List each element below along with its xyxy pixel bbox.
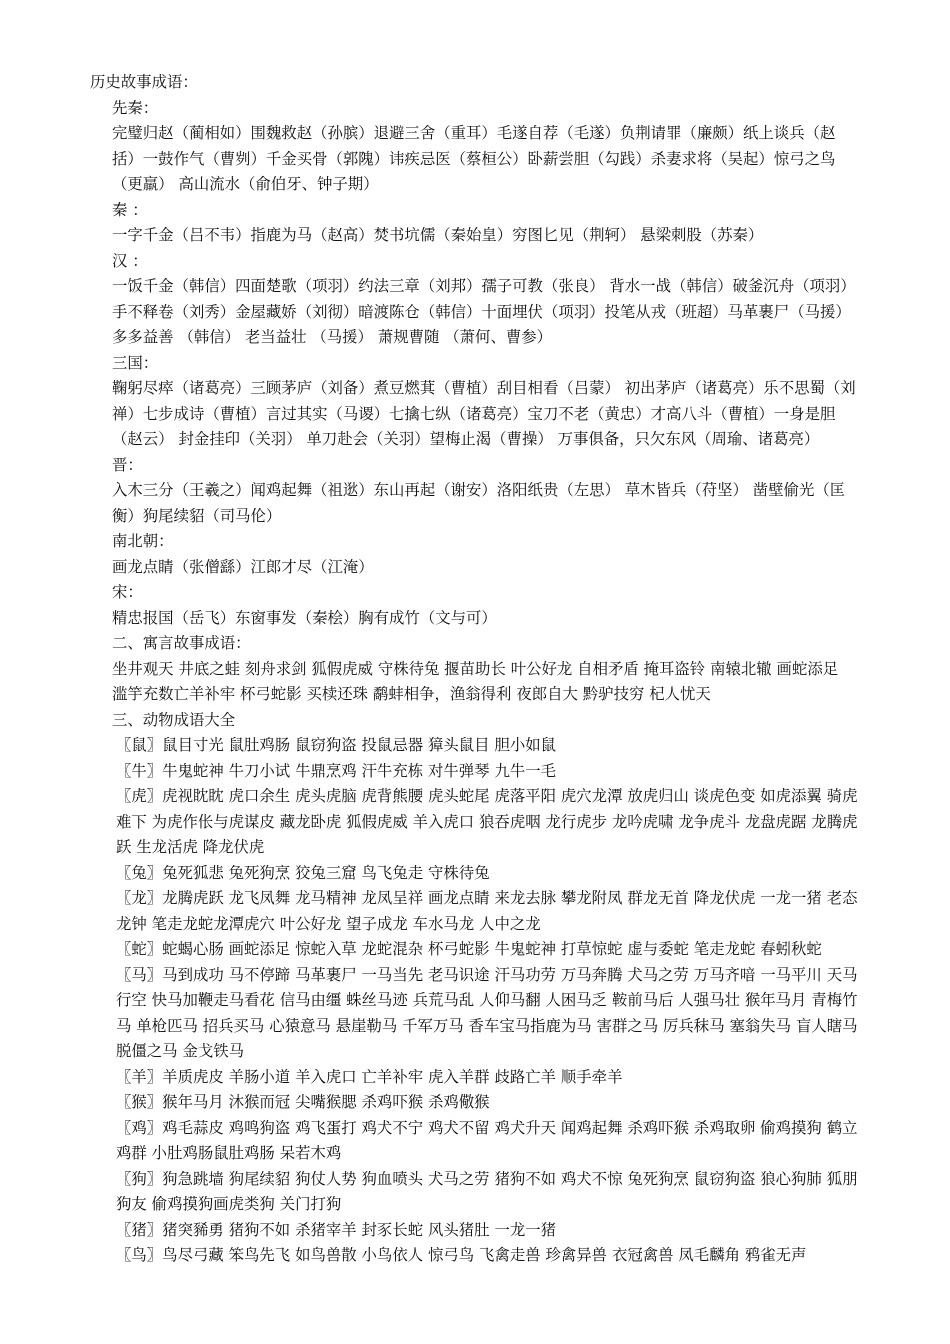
animal-entry-rooster: 〖鸡〗鸡毛蒜皮 鸡鸣狗盗 鸡飞蛋打 鸡犬不宁 鸡犬不留 鸡犬升天 闻鸡起舞 杀鸡吓猴 杀鸡取卵 偷鸡摸狗 鹤立鸡群 小肚鸡肠鼠肚鸡肠 呆若木鸡	[116, 1118, 858, 1162]
animal-entry-bird: 〖鸟〗鸟尽弓藏 笨鸟先飞 如鸟兽散 小鸟依人 惊弓鸟 飞禽走兽 珍禽异兽 衣冠禽兽 凤毛麟角 鸦雀无声	[116, 1246, 807, 1264]
animal-entry-rabbit: 〖兔〗兔死狐悲 兔死狗烹 狡兔三窟 鸟飞兔走 守株待兔	[116, 863, 490, 882]
document-title: 历史故事成语：	[90, 73, 198, 91]
section-text-jin: 入木三分（王羲之）闻鸡起舞（祖逖）东山再起（谢安）洛阳纸贵（左思） 草木皆兵（苻坚） 凿壁偷光（匡衡）狗尾续貂（司马伦）	[112, 481, 846, 525]
section-heading-jin: 晋：	[112, 455, 143, 474]
section-heading-animals: 三、动物成语大全	[112, 710, 236, 729]
animal-entry-dragon: 〖龙〗龙腾虎跃 龙飞凤舞 龙马精神 龙凤呈祥 画龙点睛 来龙去脉 攀龙附凤 群龙无首 降龙伏虎 一龙一猪 老态龙钟 笔走龙蛇龙潭虎穴 叶公好龙 望子成龙 车水马龙 人中之龙	[116, 889, 858, 933]
section-heading-fable: 二、寓言故事成语：	[112, 634, 251, 652]
section-heading-sanguo: 三国：	[112, 353, 159, 372]
animal-entry-pig: 〖猪〗猪突豨勇 猪狗不如 杀猪宰羊 封豕长蛇 风头猪肚 一龙一猪	[116, 1220, 557, 1239]
section-heading-qin: 秦 ：	[112, 200, 148, 219]
section-text-fable: 坐井观天 井底之蛙 刻舟求剑 狐假虎威 守株待兔 揠苗助长 叶公好龙 自相矛盾 掩耳盗铃 南辕北辙 画蛇添足 滥竽充数亡羊补牢 杯弓蛇影 买椟还珠 鹬蚌相争，渔翁得利 夜郎自大 黔驴技穷 杞人忧天	[112, 659, 839, 703]
animal-entry-horse: 〖马〗马到成功 马不停蹄 马革裹尸 一马当先 老马识途 汗马功劳 万马奔腾 犬马之劳 万马齐喑 一马平川 天马行空 快马加鞭走马看花 信马由缰 蛛丝马迹 兵荒马乱 人仰马翻 人困马乏 鞍前马后 人强马壮 猴年马月 青梅竹马 单枪匹马 招兵买马 心猿意马 悬崖勒马 千军万马 香车宝马指鹿为马 害群之马 厉兵秣马 塞翁失马 盲人瞎马 脱僵之马 金戈铁马	[116, 965, 858, 1060]
section-heading-nanbeichao: 南北朝：	[112, 532, 174, 550]
document-body	[90, 70, 858, 1269]
animal-entry-dog: 〖狗〗狗急跳墙 狗尾续貂 狗仗人势 狗血喷头 犬马之劳 猪狗不如 鸡犬不惊 兔死狗烹 鼠窃狗盗 狼心狗肺 狐朋狗友 偷鸡摸狗画虎类狗 关门打狗	[116, 1169, 858, 1213]
section-heading-xianqin: 先秦：	[112, 98, 159, 117]
section-text-sanguo: 鞠躬尽瘁（诸葛亮）三顾茅庐（刘备）煮豆燃萁（曹植）刮目相看（吕蒙） 初出茅庐（诸葛亮）乐不思蜀（刘禅）七步成诗（曹植）言过其实（马谡）七擒七纵（诸葛亮）宝刀不老（黄忠）才高八斗（曹植）一身是胆（赵云） 封金挂印（关羽） 单刀赴会（关羽）望梅止渴（曹操） 万事俱备，只欠东风（周瑜、诸葛亮）	[112, 379, 856, 448]
animal-entry-ox: 〖牛〗牛鬼蛇神 牛刀小试 牛鼎烹鸡 汗牛充栋 对牛弹琴 九牛一毛	[116, 761, 557, 780]
animal-entry-snake: 〖蛇〗蛇蝎心肠 画蛇添足 惊蛇入草 龙蛇混杂 杯弓蛇影 牛鬼蛇神 打草惊蛇 虚与委蛇 笔走龙蛇 春蚓秋蛇	[116, 940, 822, 958]
animal-entry-sheep: 〖羊〗羊质虎皮 羊肠小道 羊入虎口 亡羊补牢 虎入羊群 歧路亡羊 顺手牵羊	[116, 1067, 623, 1086]
section-text-song: 精忠报国（岳飞）东窗事发（秦桧）胸有成竹（文与可）	[112, 608, 497, 627]
section-heading-song: 宋：	[112, 583, 143, 601]
section-text-qin: 一字千金（吕不韦）指鹿为马（赵高）焚书坑儒（秦始皇）穷图匕见（荆轲） 悬梁刺股（苏秦）	[112, 226, 764, 244]
animal-entry-tiger: 〖虎〗虎视眈眈 虎口余生 虎头虎脑 虎背熊腰 虎头蛇尾 虎落平阳 虎穴龙潭 放虎归山 谈虎色变 如虎添翼 骑虎难下 为虎作伥与虎谋皮 藏龙卧虎 狐假虎威 羊入虎口 狼吞虎咽 龙行虎步 龙吟虎啸 龙争虎斗 龙盘虎踞 龙腾虎跃 生龙活虎 降龙伏虎	[116, 787, 858, 856]
section-heading-han: 汉 ：	[112, 251, 148, 270]
animal-entry-rat: 〖鼠〗鼠目寸光 鼠肚鸡肠 鼠窃狗盗 投鼠忌器 獐头鼠目 胆小如鼠	[116, 736, 557, 754]
section-text-nanbeichao: 画龙点睛（张僧繇）江郎才尽（江淹）	[112, 557, 374, 576]
section-text-han: 一饭千金（韩信）四面楚歌（项羽）约法三章（刘邦）孺子可教（张良） 背水一战（韩信）破釜沉舟（项羽）手不释卷（刘秀）金屋藏娇（刘彻）暗渡陈仓（韩信）十面埋伏（项羽）投笔从戎（班超）马革裹尸（马援） 多多益善 （韩信） 老当益壮 （马援） 萧规曹随 （萧何、曹参）	[112, 277, 856, 346]
section-text-xianqin: 完璧归赵（蔺相如）围魏救赵（孙膑）退避三舍（重耳）毛遂自荐（毛遂）负荆请罪（廉颇）纸上谈兵（赵括）一鼓作气（曹刿）千金买骨（郭隗）讳疾忌医（蔡桓公）卧薪尝胆（勾践）杀妻求将（吴起）惊弓之鸟（更羸） 高山流水（俞伯牙、钟子期）	[112, 124, 836, 193]
animal-entry-monkey: 〖猴〗猴年马月 沐猴而冠 尖嘴猴腮 杀鸡吓猴 杀鸡儆猴	[116, 1093, 490, 1111]
